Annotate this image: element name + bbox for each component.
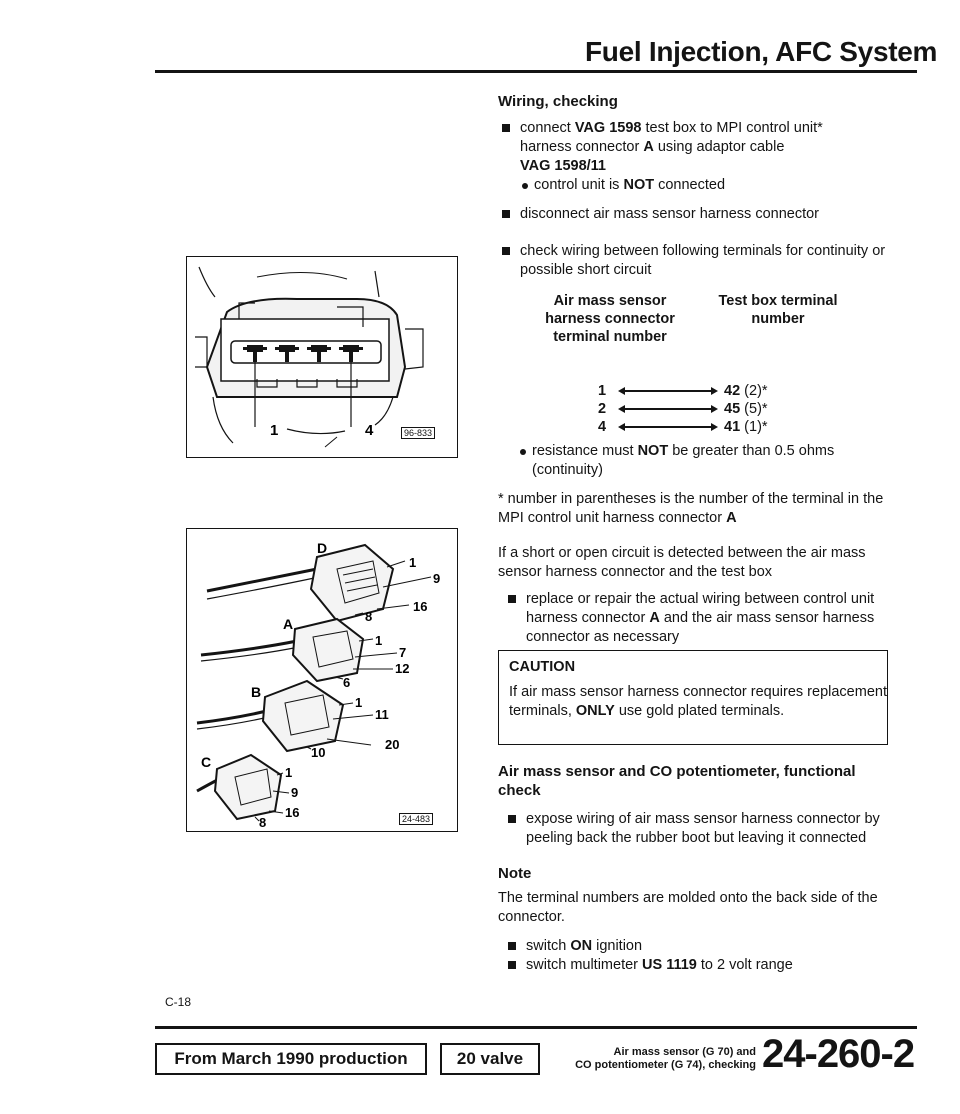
text: switch multimeter — [526, 957, 643, 973]
table-row — [598, 418, 768, 436]
pin-label: 8 — [365, 609, 373, 624]
pin-label: 1 — [285, 765, 293, 780]
section-heading: Air mass sensor and CO potentiometer, functional check — [498, 763, 856, 799]
text: * number in parentheses is the number of the terminal in the MPI control unit harness connector — [498, 491, 884, 526]
caution-box — [498, 650, 888, 745]
text-bold: NOT — [637, 443, 669, 459]
text: harness connector — [520, 139, 644, 155]
pin-label: 10 — [311, 745, 326, 760]
step-disconnect: disconnect air mass sensor harness connector — [498, 205, 908, 224]
pin-label-4: 4 — [365, 422, 374, 439]
sensor-terminal: 1 — [598, 383, 607, 399]
step-multimeter-range — [504, 956, 908, 975]
caution-title: CAUTION — [509, 659, 576, 675]
note-heading: Note — [498, 865, 532, 882]
pin-label: 1 — [375, 633, 383, 648]
text: switch — [526, 938, 571, 954]
page-reference: C-18 — [165, 995, 192, 1009]
figure-connector-terminals — [186, 256, 458, 458]
step-expose-wiring: expose wiring of air mass sensor harness connector by peeling back the rubber boot but leaving it connected — [504, 810, 908, 848]
step-replace-wiring — [504, 590, 908, 647]
testbox-terminal: 45 — [724, 401, 741, 417]
figure-label: 96-833 — [401, 427, 435, 439]
text: to 2 volt range — [696, 957, 793, 973]
step-check-wiring: check wiring between following terminals for continuity or possible short circuit — [498, 242, 908, 280]
step-connect-test-box — [498, 119, 908, 195]
text: If air mass sensor harness connector requires replacement terminals, — [509, 684, 887, 719]
double-arrow-icon — [618, 386, 718, 396]
step-ignition-on — [504, 937, 908, 956]
connector-a-letter: A — [283, 616, 294, 632]
pin-label: 9 — [433, 571, 441, 586]
pin-label: 16 — [413, 599, 428, 614]
sensor-terminal: 2 — [598, 401, 607, 417]
caution-text — [509, 683, 887, 721]
text: connected — [654, 177, 726, 193]
text: resistance must — [532, 443, 638, 459]
text-bold: ON — [570, 938, 593, 954]
header-rule — [155, 70, 917, 73]
note-text: The terminal numbers are molded onto the back side of the connector. — [498, 890, 878, 925]
figure-control-unit-connectors — [186, 528, 458, 832]
page-number: 24-260-2 — [762, 1032, 915, 1076]
text-bold: ONLY — [575, 703, 615, 719]
connectors-drawing — [187, 529, 457, 831]
testbox-terminal: 42 — [724, 383, 741, 399]
double-arrow-icon — [618, 422, 718, 432]
testbox-terminal: 41 — [724, 419, 741, 435]
pin-label: 8 — [259, 815, 267, 830]
text: using adaptor cable — [653, 139, 785, 155]
pin-label: 11 — [375, 707, 389, 722]
pin-label: 1 — [355, 695, 363, 710]
text-bold: VAG 1598 — [574, 120, 642, 136]
connector-b — [197, 681, 399, 760]
section-heading: Wiring, checking — [498, 93, 618, 110]
figure-label: 24-483 — [399, 813, 433, 825]
pin-label-1: 1 — [270, 422, 279, 439]
control-unit-terminal: (2)* — [744, 383, 768, 399]
table-row — [598, 400, 768, 418]
pin-label: 6 — [343, 675, 351, 690]
table-col-testbox: Test box terminal number — [718, 293, 838, 327]
text: test box to MPI control unit* — [641, 120, 823, 136]
text: be greater than 0.5 ohms (continuity) — [532, 443, 835, 478]
text: control unit is — [534, 177, 624, 193]
production-badge: From March 1990 production — [155, 1043, 427, 1075]
text: Air mass sensor (G 70) and — [613, 1046, 756, 1058]
pin-label: 20 — [385, 737, 400, 752]
footer-rule — [155, 1026, 917, 1029]
sub-note — [520, 176, 908, 195]
control-unit-terminal: (1)* — [744, 419, 768, 435]
text: replace or repair the actual wiring between control unit harness connector — [526, 591, 875, 626]
results-section — [498, 442, 908, 647]
footnote — [498, 490, 908, 528]
double-arrow-icon — [618, 404, 718, 414]
text-bold: NOT — [623, 177, 655, 193]
connector-c-letter: C — [201, 754, 212, 770]
control-unit-terminal: (5)* — [744, 401, 768, 417]
pin-label: 9 — [291, 785, 299, 800]
text: connect — [520, 120, 575, 136]
terminal-table — [598, 382, 768, 436]
sensor-terminal: 4 — [598, 419, 607, 435]
functional-check-section — [498, 762, 908, 975]
text-bold: A — [643, 139, 654, 155]
connector-c — [197, 754, 299, 830]
resistance-note — [518, 442, 892, 480]
text-bold: A — [726, 510, 737, 526]
wiring-check-section — [498, 92, 908, 280]
connector-d-letter: D — [317, 540, 328, 556]
pin-label: 1 — [409, 555, 417, 570]
pin-label: 7 — [399, 645, 407, 660]
table-row — [598, 382, 768, 400]
valve-badge: 20 valve — [440, 1043, 540, 1075]
table-col-sensor: Air mass sensor harness connector terminal number — [545, 293, 675, 345]
connector-d — [207, 540, 440, 624]
text: and the air mass sensor harness connector as necessary — [526, 610, 875, 645]
page-title: Fuel Injection, AFC System — [585, 36, 938, 67]
pin-label: 16 — [285, 805, 300, 820]
text-bold: US 1119 — [642, 957, 697, 973]
text-bold: VAG 1598/11 — [520, 158, 606, 174]
text: CO potentiometer (G 74), checking — [575, 1059, 756, 1071]
short-circuit-text: If a short or open circuit is detected between the air mass sensor harness connector and the test box — [498, 545, 866, 580]
text: ignition — [592, 938, 643, 954]
text: use gold plated terminals. — [614, 703, 785, 719]
pin-label: 12 — [395, 661, 410, 676]
connector-a — [201, 616, 409, 690]
text-bold: A — [649, 610, 660, 626]
footer-description — [548, 1046, 756, 1072]
connector-b-letter: B — [251, 684, 262, 700]
